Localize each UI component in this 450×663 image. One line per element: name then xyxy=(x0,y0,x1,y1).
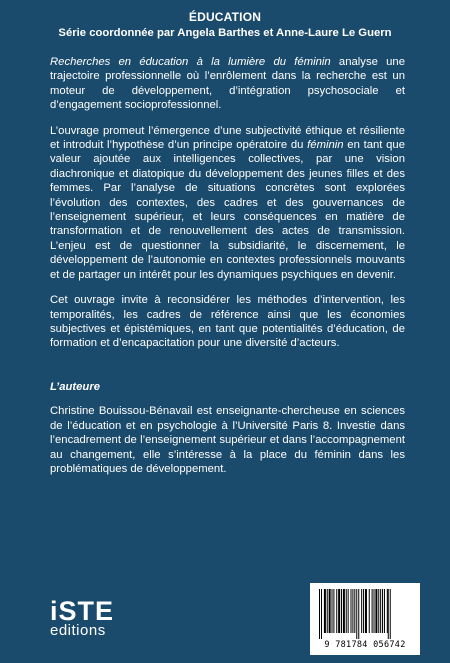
series-title: ÉDUCATION xyxy=(188,10,262,24)
blurb-p1-text: analyse une trajectoire professionnelle où l’enrôlement dans la recherche est un moteur de développement, d’intégration psychosociale et d’engagement socioprofessionnel. xyxy=(50,56,405,112)
blurb-paragraph-2 xyxy=(50,124,405,282)
header xyxy=(0,10,450,41)
blurb-p2-emphasis: féminin xyxy=(307,139,344,152)
publisher-logo-sub: editions xyxy=(50,622,106,639)
blurb xyxy=(50,55,405,351)
barcode-bars xyxy=(317,589,413,639)
isbn-number: 9 781784 056742 xyxy=(324,640,406,650)
blurb-paragraph-1 xyxy=(50,55,405,113)
author-section xyxy=(50,380,405,476)
blurb-paragraph-3: Cet ouvrage invite à reconsidérer les méthodes d’intervention, les temporalités, les cadres de référence ainsi que les économies subjectives et épistémiques, en tant que potentialités d’éducation, de formation et d’encapacitation pour une diversité d’acteurs. xyxy=(50,294,405,350)
author-heading: L’auteure xyxy=(50,381,101,393)
author-bio: Christine Bouissou-Bénavail est enseignante-chercheuse en sciences de l’éducation et en psychologie à l’Université Paris 8. Investie dans l’encadrement de l’enseignement supérieur et dans l’accompagnement au changement, elle s’intéresse à la place du féminin dans les problématiques de développement. xyxy=(50,405,405,476)
blurb-p2-text-b: en tant que valeur ajoutée aux intelligences collectives, par une vision diachronique et diatopique du développement des jeunes filles et des femmes. Par l’analyse de situations concrètes sont explorées l’évolution des contextes, des cadres et des gouvernances de l’enseignement supérieur, et leurs conséquences en matière de transformation et de renouvellement des actes de transmission. L’enjeu est de questionner la subsidiarité, le discernement, le développement de l’autonomie en contextes professionnels mouvants et de partager un intérêt pour les dynamiques psychiques en devenir. xyxy=(50,139,405,281)
book-title: Recherches en éducation à la lumière du féminin xyxy=(50,56,331,68)
publisher-logo-main: iSTE xyxy=(50,596,115,626)
series-editors: Série coordonnée par Angela Barthes et Anne-Laure Le Guern xyxy=(58,27,392,39)
publisher-logo xyxy=(50,596,142,639)
blurb-p2-text-a: L’ouvrage promeut l’émergence d’une subjectivité éthique et résiliente et introduit l’hypothèse d’un principe opératoire du xyxy=(50,124,405,152)
barcode xyxy=(310,583,420,655)
